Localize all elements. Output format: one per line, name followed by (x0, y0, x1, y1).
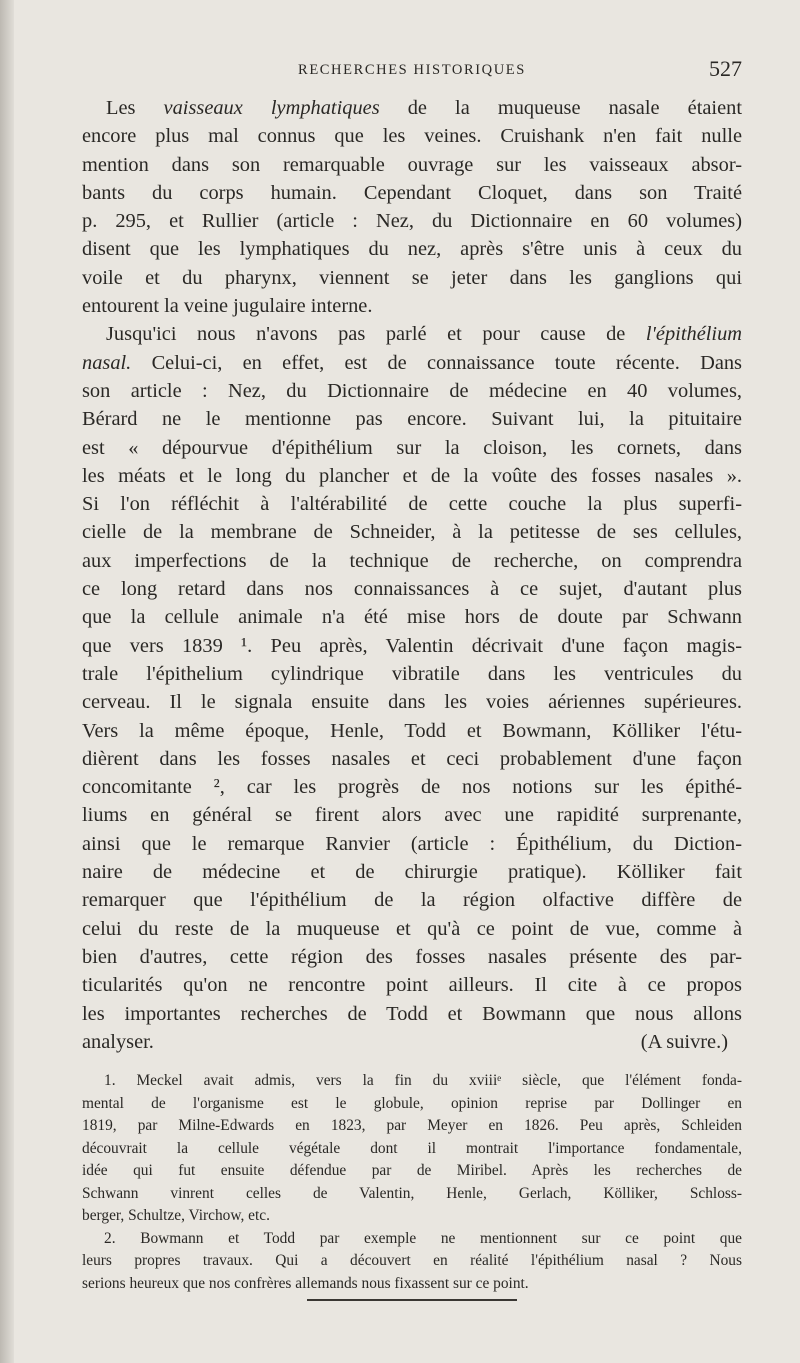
text-line: nasal. Celui-ci, en effet, est de connaissance toute récente. Dans (82, 351, 742, 374)
text-line: est « dépourvue d'épithélium sur la cloison, les cornets, dans (82, 436, 742, 459)
running-head (82, 56, 742, 86)
paragraph (82, 320, 742, 1027)
text-line: entourent la veine jugulaire interne. (82, 295, 373, 318)
final-word: analyser. (82, 1030, 154, 1053)
text-line: aux imperfections de la technique de recherche, on comprendra (82, 549, 742, 572)
text-line: leurs propres travaux. Qui a découvert en réalité l'épithélium nasal ? Nous (82, 1252, 742, 1270)
footnotes (82, 1070, 742, 1301)
text-line: mental de l'organisme est le globule, opinion reprise par Dollinger en (82, 1094, 742, 1112)
text-line: concomitante ², car les progrès de nos notions sur les épithé- (82, 776, 742, 799)
text-line: 2. Bowmann et Todd par exemple ne mentionnent sur ce point que (104, 1229, 742, 1247)
text-line: idée qui fut ensuite défendue par de Miribel. Après les recherches de (82, 1162, 742, 1180)
text-line: berger, Schultze, Virchow, etc. (82, 1207, 270, 1225)
text-line: liums en général se firent alors avec une rapidité surprenante, (82, 804, 742, 827)
footnote-2 (82, 1228, 742, 1296)
text-line: Si l'on réfléchit à l'altérabilité de cette couche la plus superfi- (82, 493, 742, 516)
text-line: dièrent dans les fosses nasales et ceci probablement d'une façon (82, 747, 742, 770)
text-line: ce long retard dans nos connaissances à ce sujet, d'autant plus (82, 578, 742, 601)
text-line: encore plus mal connus que les veines. Cruishank n'en fait nulle (82, 125, 742, 148)
text-line: Jusqu'ici nous n'avons pas parlé et pour cause de l'épithélium (106, 323, 742, 346)
text-line: p. 295, et Rullier (article : Nez, du Dictionnaire en 60 volumes) (82, 210, 742, 233)
text-line: que vers 1839 ¹. Peu après, Valentin décrivait d'une façon magis- (82, 634, 742, 657)
text-line: Les vaisseaux lymphatiques de la muqueuse nasale étaient (106, 97, 742, 119)
text-line: ticularités qu'on ne rencontre point ailleurs. Il cite à ce propos (82, 974, 742, 997)
text-line: celui du reste de la muqueuse et qu'à ce point de vue, comme à (82, 917, 742, 940)
text-line: disent que les lymphatiques du nez, après s'être unis à ceux du (82, 238, 742, 261)
text-line: naire de médecine et de chirurgie pratique). Kölliker fait (82, 861, 742, 884)
text-line: voile et du pharynx, viennent se jeter dans les ganglions qui (82, 266, 742, 289)
text-line: 1819, par Milne-Edwards en 1823, par Meyer en 1826. Peu après, Schleiden (82, 1117, 742, 1135)
text-line: les importantes recherches de Todd et Bowmann que nous allons (82, 1002, 742, 1025)
footnote-end-rule (307, 1299, 517, 1301)
text-line: remarquer que l'épithélium de la région olfactive diffère de (82, 889, 742, 912)
book-page (82, 56, 742, 1301)
page-number: 527 (709, 56, 742, 81)
text-line: cielle de la membrane de Schneider, à la petitesse de ses cellules, (82, 521, 742, 544)
text-line: trale l'épithelium cylindrique vibratile dans les ventricules du (82, 662, 742, 685)
to-be-continued: (A suivre.) (640, 1030, 728, 1053)
text-line: serions heureux que nos confrères allemands nous fixassent sur ce point. (82, 1274, 529, 1292)
text-line: bien d'autres, cette région des fosses nasales présente des par- (82, 945, 742, 968)
text-line: découvrait la cellule végétale dont il montrait l'importance fondamentale, (82, 1139, 742, 1157)
footnote-1 (82, 1070, 742, 1228)
text-line: 1. Meckel avait admis, vers la fin du xviiiᵉ siècle, que l'élément fonda- (104, 1072, 742, 1090)
body-text (82, 94, 742, 1056)
text-line: Vers la même époque, Henle, Todd et Bowmann, Kölliker l'étu- (82, 719, 742, 742)
running-head-title: RECHERCHES HISTORIQUES (298, 62, 526, 78)
text-line: son article : Nez, du Dictionnaire de médecine en 40 volumes, (82, 379, 742, 402)
text-line: les méats et le long du plancher et de la voûte des fosses nasales ». (82, 464, 742, 487)
text-line: bants du corps humain. Cependant Cloquet, dans son Traité (82, 181, 742, 204)
text-line: que la cellule animale n'a été mise hors de doute par Schwann (82, 606, 742, 629)
text-line: cerveau. Il le signala ensuite dans les voies aériennes supérieures. (82, 691, 742, 714)
page-edge (0, 0, 14, 1363)
paragraph-final-line (82, 1028, 742, 1056)
text-line: mention dans son remarquable ouvrage sur les vaisseaux absor- (82, 153, 742, 176)
text-line: Schwann vinrent celles de Valentin, Henle, Gerlach, Kölliker, Schloss- (82, 1184, 742, 1202)
paragraph (82, 94, 742, 320)
text-line: Bérard ne le mentionne pas encore. Suivant lui, la pituitaire (82, 408, 742, 431)
text-line: ainsi que le remarque Ranvier (article : Épithélium, du Diction- (82, 832, 742, 855)
